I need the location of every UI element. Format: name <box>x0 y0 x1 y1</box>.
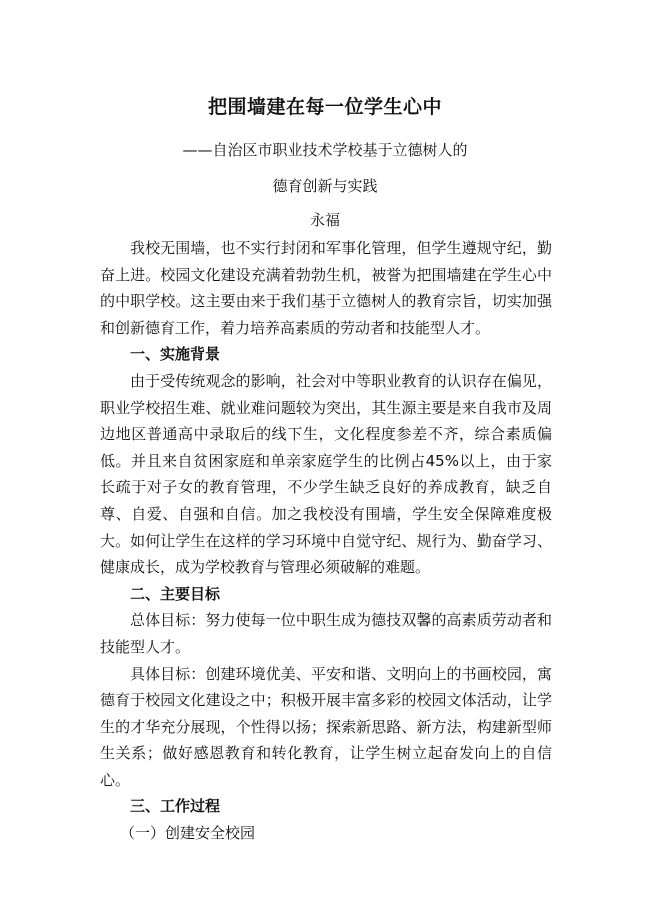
document-title: 把围墙建在每一位学生心中 <box>207 96 442 118</box>
section2-heading: 二、主要目标 <box>130 584 221 603</box>
section1-heading: 一、实施背景 <box>130 345 221 364</box>
document-body <box>100 235 552 847</box>
document-author: 永福 <box>309 211 340 229</box>
section3-heading: 三、工作过程 <box>130 797 221 816</box>
section3-subheading: （一）创建安全校园 <box>120 824 256 843</box>
section1-paragraph: 由于受传统观念的影响，社会对中等职业教育的认识存在偏见，职业学校招生难、就业难问题较为突出，其生源主要是来自我市及周边地区普通高中录取后的线下生，文化程度参差不齐，综合素质偏低。并且来自贫困家庭和单亲家庭学生的比例占45%以上，由于家长疏于对子女的教育管理，不少学生缺乏良好的养成教育，缺乏自尊、自爱、自强和自信。加之我校没有围墙，学生安全保障难度极大。如何让学生在这样的学习环境中自觉守纪、规行为、勤奋学习、健康成长，成为学校教育与管理必须破解的难题。 <box>100 371 552 577</box>
document-subtitle-line2: 德育创新与实践 <box>272 177 378 195</box>
document-subtitle-line1: ——自治区市职业技术学校基于立德树人的 <box>182 141 468 159</box>
section2-specific-paragraph: 具体目标：创建环境优美、平安和谐、文明向上的书画校园，寓德育于校园文化建设之中；积极开展丰富多彩的校园文体活动，让学生的才华充分展现，个性得以扬；探索新思路、新方法，构建新型师生关系；做好感恩教育和转化教育，让学生树立起奋发向上的自信心。 <box>100 664 552 789</box>
section2-overall-paragraph: 总体目标：努力使每一位中职生成为德技双馨的高素质劳动者和技能型人才。 <box>100 611 552 656</box>
intro-paragraph: 我校无围墙，也不实行封闭和军事化管理，但学生遵规守纪，勤奋上进。校园文化建设充满着勃勃生机，被誉为把围墙建在学生心中的中职学校。这主要由来于我们基于立德树人的教育宗旨，切实加强和创新德育工作，着力培养高素质的劳动者和技能型人才。 <box>100 239 552 337</box>
